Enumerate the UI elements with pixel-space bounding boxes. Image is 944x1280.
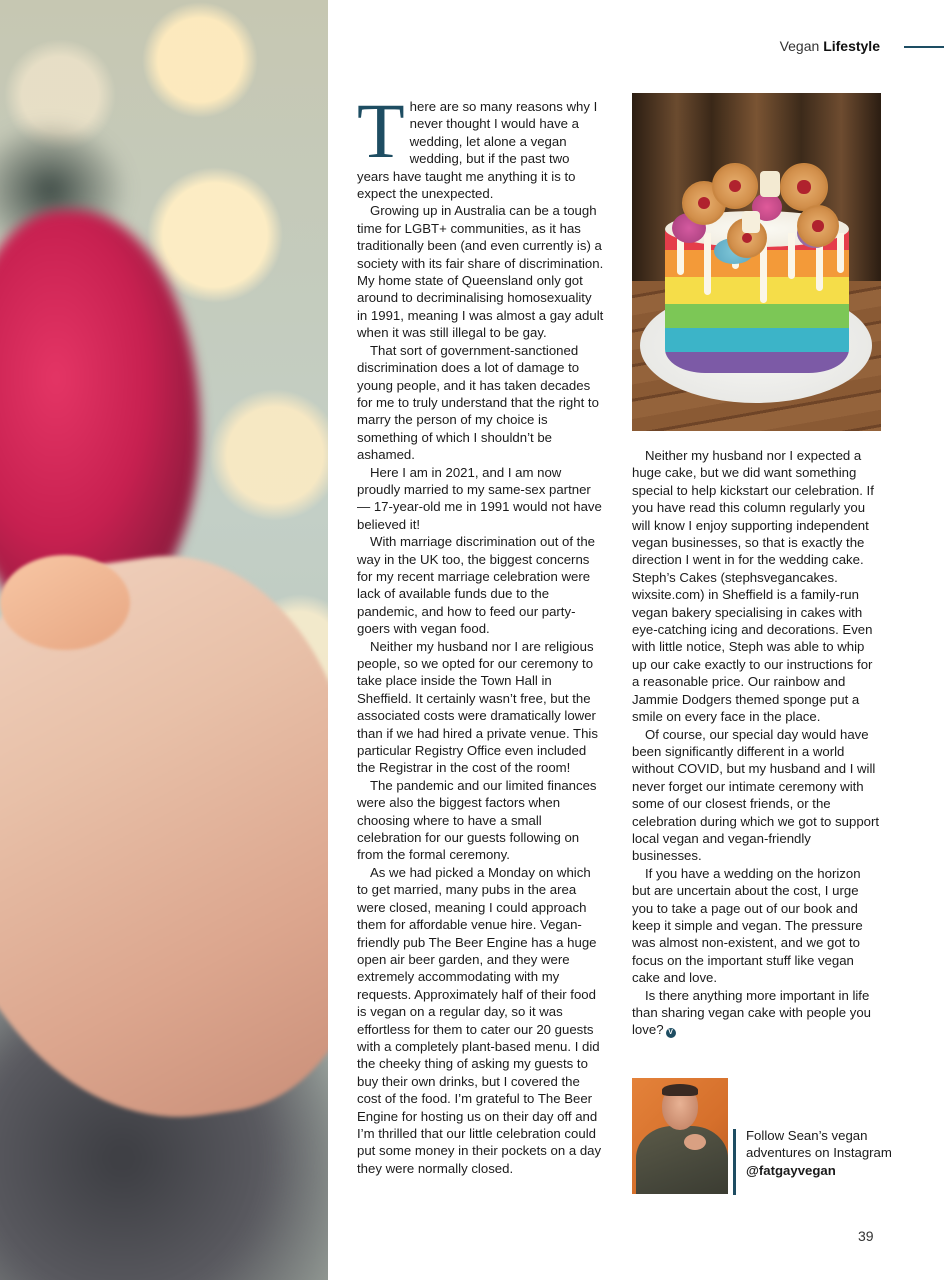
paragraph: As we had picked a Monday on which to get married, many pubs in the area were closed, meaning I could approach them for affordable venue hire. Vegan-friendly pub The Beer Engine has a huge open air beer garden, and they were extremely accommodating with my requests. Approximately half of their food is vegan on a regular day, so it was effortless for them to cater our 20 guests with a completely plant-based menu. I did the cheeky thing of asking my guests to buy their own drinks, but I covered the cost of the food. I’m grateful to The Beer Engine for hosting us on their day off and I’m thrilled that our little celebration could put some money in their pockets on a day they were normally closed. — [357, 864, 602, 1176]
article-column-1 — [357, 87, 605, 1177]
paragraph: If you have a wedding on the horizon but are uncertain about the cost, I urge you to take a page out of our book and keep it simple and vegan. The pressure was almost non-existent, and we got to focus on the important stuff like vegan cake and love. — [632, 865, 863, 986]
photo-drip — [837, 233, 844, 273]
page-number: 39 — [858, 1228, 874, 1244]
section-header — [780, 38, 880, 54]
paragraph: Here I am in 2021, and I am now proudly married to my same-sex partner — 17-year-old me in 1991 would not have believed it! — [357, 464, 602, 532]
article-column-2 — [632, 447, 882, 1039]
photo-drip — [704, 233, 711, 295]
follow-accent-bar — [733, 1129, 736, 1195]
end-mark-icon: V — [666, 1028, 676, 1038]
section-label: Vegan — [779, 38, 820, 54]
portrait-hand — [684, 1134, 706, 1150]
photo-drip — [788, 233, 795, 279]
header-rule — [904, 46, 944, 48]
follow-text: Follow Sean’s vegan adventures on Instagram — [746, 1128, 892, 1161]
photo-cookie — [712, 163, 758, 209]
instagram-handle[interactable]: @fatgayvegan — [746, 1162, 836, 1178]
paragraph: That sort of government-sanctioned discrimination does a lot of damage to young people, and it has taken decades for me to truly understand that the right to marry the person of my choice is something of which I shouldn’t be ashamed. — [357, 342, 599, 463]
paragraph: Is there anything more important in life than sharing vegan cake with people you love? V — [632, 987, 872, 1038]
portrait-hair — [662, 1084, 698, 1096]
photo-cookie — [780, 163, 828, 211]
drop-cap: T — [357, 87, 405, 174]
paragraph: With marriage discrimination out of the way in the UK too, the biggest concerns for my recent marriage celebration were lack of available funds due to the pandemic, and how to feed our party-goers with vegan food. — [357, 534, 596, 637]
portrait-body — [636, 1126, 728, 1194]
paragraph: Of course, our special day would have been significantly different in a world without COVID, but my husband and I will never forget our intimate ceremony with some of our closest friends, or the celebration during which we got to support local vegan and vegan-friendly businesses. — [632, 726, 880, 864]
photo-finger — [0, 555, 130, 650]
paragraph: Neither my husband nor I are religious people, so we opted for our ceremony to take place inside the Town Hall in Sheffield. It certainly wasn’t free, but the associated costs were dramatically lower than if we had hired a private venue. This particular Registry Office even included the Registrar in the cost of the room! — [357, 638, 598, 776]
cake-photo — [632, 93, 881, 431]
photo-marshmallow — [760, 171, 780, 197]
paragraph: Neither my husband nor I expected a huge cake, but we did want something special to help kickstart our celebration. If you have read this column regularly you will know I enjoy supporting independent vegan businesses, so that is exactly the direction I went in for the wedding cake. Steph’s Cakes (stephsvegancakes. wixsite.com) in Sheffield is a family-run vegan bakery specialising in cakes with eye-catching icing and decorations. Even with little notice, Steph was able to whip up our cake exactly to our instructions for a reasonable price. Our rainbow and Jammie Dodgers themed sponge put a smile on every face in the place. — [632, 448, 874, 725]
paragraph: The pandemic and our limited finances were also the biggest factors when choosing where to have a small celebration for our guests following on from the formal ceremony. — [357, 777, 597, 863]
photo-marshmallow — [742, 211, 760, 233]
follow-callout — [746, 1127, 896, 1179]
photo-cookie — [797, 205, 839, 247]
paragraph: Growing up in Australia can be a tough time for LGBT+ communities, as it has traditionally been (and even currently is) a society with its fair share of discrimination. My home state of Queensland only got around to decriminalising homosexuality in 1991, meaning I was almost a gay adult when it was still illegal to be gay. — [357, 203, 604, 341]
author-portrait — [632, 1078, 728, 1194]
section-label-bold: Lifestyle — [823, 38, 880, 54]
hero-photo-hands — [0, 0, 328, 1280]
paragraph: There are so many reasons why I never thought I would have a wedding, let alone a vegan wedding, but if the past two years have taught me anything it is to expect the unexpected. — [357, 87, 598, 202]
